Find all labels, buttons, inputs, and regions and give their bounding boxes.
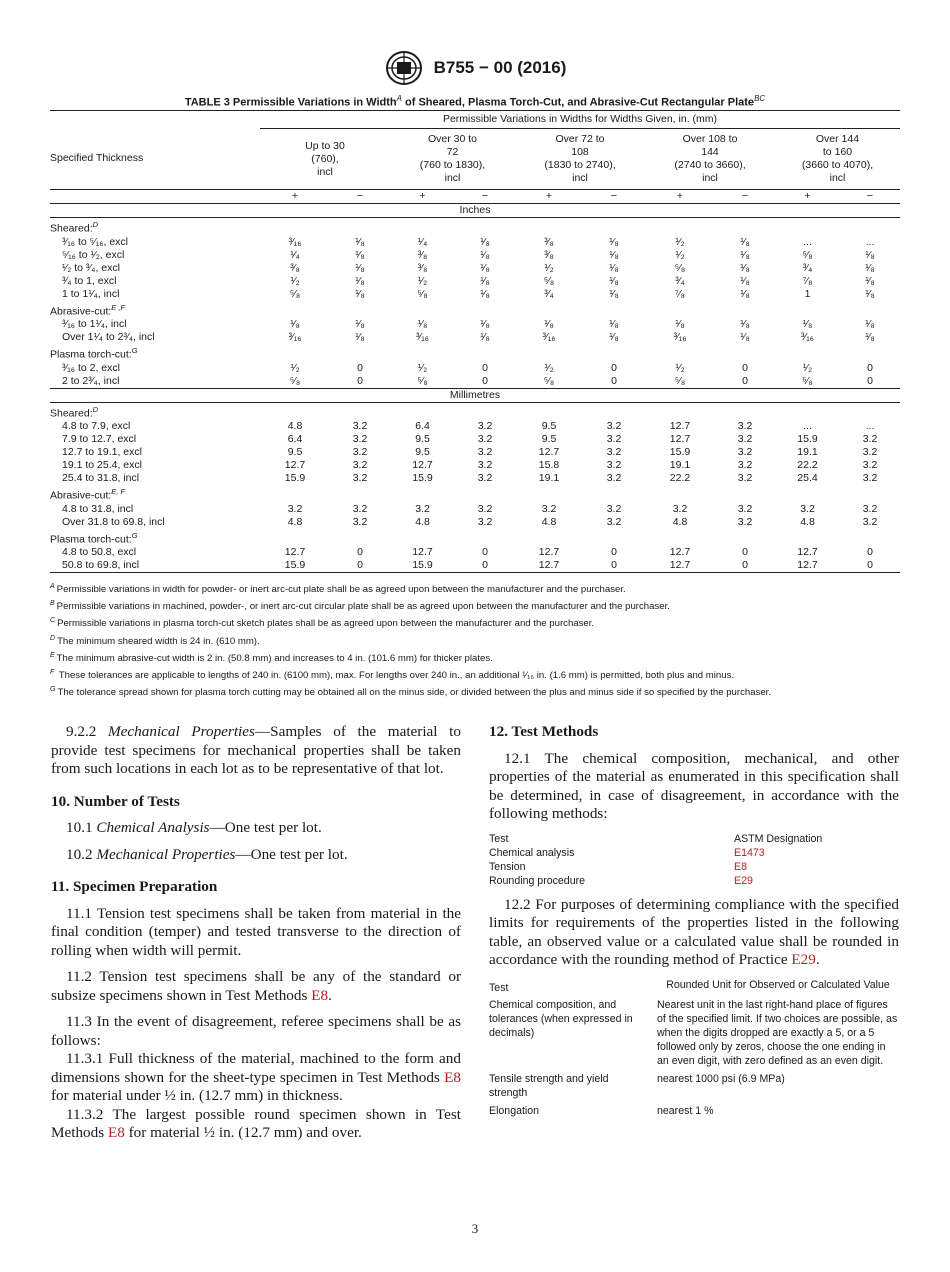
cell-value: 6.4: [287, 433, 303, 445]
cell-value: ³⁄₁₆: [288, 331, 302, 343]
cell-value: ⁵⁄₈: [802, 374, 813, 387]
cell-value: ⁵⁄₈: [802, 248, 813, 261]
cell-value: ³⁄₁₆: [800, 331, 815, 343]
cell-value: 0: [742, 546, 748, 558]
width-range-header: Over 144 to 160 (3660 to 4070), incl: [801, 133, 874, 184]
row-label: 7.9 to 12.7, excl: [62, 433, 137, 445]
right-column: [489, 723, 899, 1118]
cell-value: 3.2: [352, 515, 368, 528]
row-label: 25.4 to 31.8, incl: [62, 472, 140, 484]
cell-value: ³⁄₄: [802, 261, 813, 274]
cell-value: 12.7: [669, 433, 691, 445]
cell-value: 3.2: [606, 446, 622, 458]
cell-value: ¹⁄₈: [609, 274, 619, 287]
table-row: [50, 318, 900, 331]
cell-value: 3.2: [477, 420, 493, 432]
cell-value: 4.8: [541, 515, 557, 528]
cell-value: 0: [742, 374, 748, 387]
e29-link[interactable]: E29: [791, 951, 816, 968]
cell-value: ¹⁄₂: [675, 248, 685, 261]
cell-value: 19.1: [797, 446, 818, 458]
cell-value: ¹⁄₈: [544, 318, 554, 330]
cell-value: ¹⁄₈: [675, 318, 685, 330]
cell-value: ¹⁄₈: [355, 318, 365, 330]
cell-value: 0: [611, 361, 617, 374]
cell-value: 9.5: [287, 446, 303, 458]
cell-value: 0: [867, 374, 873, 387]
group-label: Sheared:$^D$: [50, 220, 99, 235]
footnote: $^D$ The minimum sheared width is 24 in. (610 mm).: [50, 634, 260, 647]
group-label: Abrasive-cut:$^{E ,F}$: [50, 302, 126, 317]
cell-value: 3.2: [352, 472, 368, 484]
cell-value: 3.2: [477, 502, 493, 515]
cell-value: 3.2: [737, 515, 753, 528]
section-10-title: 10. Number of Tests: [51, 792, 180, 810]
table-row: Chemical analysis E1473: [489, 846, 899, 860]
cell-value: ¹⁄₈: [480, 287, 490, 300]
cell-value: 0: [482, 374, 488, 387]
cell-value: ³⁄₈: [544, 235, 554, 248]
cell-value: 0: [455, 559, 515, 573]
cell-value: 0: [611, 546, 617, 558]
minus-header: −: [840, 190, 900, 204]
cell-value: ¹⁄₂: [290, 274, 300, 287]
footnote: $^C$ Permissible variations in plasma torch-cut sketch plates shall be as agreed upon between the manufacturer and the purchaser.: [50, 617, 595, 630]
cell-value: 3.2: [862, 459, 878, 471]
cell-value: ...: [803, 420, 812, 432]
methods-header-test: Test: [489, 832, 509, 845]
cell-value: 0: [611, 374, 617, 387]
cell-value: ¹⁄₂: [544, 361, 554, 374]
cell-value: 12.7: [284, 459, 306, 471]
table-row: [50, 472, 900, 485]
cell-value: ⁵⁄₈: [543, 374, 555, 387]
cell-value: ³⁄₈: [417, 248, 428, 261]
cell-value: ¹⁄₈: [355, 274, 365, 287]
cell-value: 12.7: [412, 546, 433, 558]
cell-value: 3.2: [862, 515, 878, 528]
cell-value: 3.2: [606, 459, 622, 471]
table-row: [50, 262, 900, 275]
cell-value: 4.8: [800, 515, 815, 528]
cell-value: ¹⁄₂: [290, 361, 300, 374]
cell-value: ¹⁄₈: [355, 235, 365, 248]
cell-value: ¹⁄₈: [609, 331, 619, 343]
cell-value: ³⁄₈: [544, 248, 554, 261]
cell-value: ³⁄₈: [290, 261, 300, 274]
table-row: [50, 433, 900, 446]
cell-value: 3.2: [800, 502, 815, 515]
cell-value: 0: [330, 559, 390, 573]
cell-value: ¹⁄₈: [480, 331, 490, 343]
table-row: Tensile strength and yield strength nearest 1000 psi (6.9 MPa): [489, 1072, 785, 1099]
group-label: Abrasive-cut:$^{E, F}$: [50, 487, 126, 502]
cell-value: ¹⁄₈: [290, 318, 300, 330]
cell-value: ³⁄₄: [544, 287, 554, 300]
e8-link[interactable]: E8: [734, 860, 747, 873]
width-range-header: Over 30 to 72 (760 to 1830), incl: [419, 133, 486, 184]
table-title: TABLE 3 Permissible Variations in Width$^A$ of Sheared, Plasma Torch-Cut, and Abrasive-Cut Rectangular Plate$^{BC}$: [184, 94, 766, 109]
cell-value: 3.2: [606, 420, 622, 432]
cell-value: ⁵⁄₈: [674, 261, 686, 274]
table-row: [50, 546, 900, 559]
cell-value: 3.2: [737, 433, 753, 445]
cell-value: 25.4: [797, 472, 818, 484]
cell-value: 3.2: [477, 446, 493, 458]
section-11-title: 11. Specimen Preparation: [51, 878, 218, 895]
table-row: Rounding procedure E29: [489, 874, 899, 888]
cell-value: 0: [357, 546, 363, 558]
cell-value: ¹⁄₈: [802, 318, 813, 330]
cell-value: 15.9: [390, 559, 455, 573]
cell-value: 3.2: [672, 502, 688, 515]
cell-value: 3.2: [737, 502, 753, 515]
cell-value: ¹⁄₈: [740, 331, 750, 343]
cell-value: ¹⁄₈: [609, 287, 619, 300]
cell-value: 3.2: [477, 515, 493, 528]
table-footnotes: [50, 580, 910, 700]
cell-value: ⁵⁄₈: [543, 274, 555, 287]
row-label: 1 to 1¹⁄₄, incl: [62, 287, 120, 300]
e8-link[interactable]: E8: [107, 1124, 125, 1141]
cell-value: 0: [742, 361, 748, 374]
table-row: [50, 559, 900, 573]
rounding-header-unit: Rounded Unit for Observed or Calculated Value: [666, 978, 890, 991]
cell-value: 4.8: [415, 515, 430, 528]
cell-value: 12.7: [669, 420, 691, 432]
table-row: Chemical composition, and tolerances (when expressed in decimals) Nearest unit in the last right-hand place of figures of the specified limit. If two choices are possible, as when the digits dropped are exactly a 5, or a 5 followed only by zeros, choose the one ending in an even digit, with zero defined as an even digit.: [489, 998, 898, 1067]
plus-header: +: [775, 190, 840, 204]
cell-value: 3.2: [862, 433, 878, 445]
cell-value: 3.2: [862, 472, 878, 484]
cell-value: 15.8: [538, 459, 560, 471]
cell-value: 12.7: [284, 546, 306, 558]
cell-value: 12.7: [797, 546, 818, 558]
table-row: Tension E8: [489, 860, 899, 874]
table-row: [50, 446, 900, 459]
paragraph-9-2-2: 9.2.2 Mechanical Properties—Samples of the material to provide test specimens for mechanical properties shall be taken from such locations in each lot as to be representative of that lot.: [51, 723, 461, 777]
left-column: [51, 723, 461, 1151]
cell-value: 22.2: [669, 472, 691, 484]
cell-value: 3.2: [477, 472, 493, 484]
cell-value: ¹⁄₈: [480, 261, 490, 274]
cell-value: ¹⁄₄: [417, 235, 428, 248]
cell-value: 6.4: [415, 420, 430, 432]
methods-header-designation: ASTM Designation: [734, 832, 823, 845]
row-label: ³⁄₁₆ to ⁵⁄₁₆, excl: [62, 235, 129, 248]
cell-value: 0: [357, 361, 363, 374]
cell-value: ¹⁄₈: [609, 248, 619, 261]
table-row: [50, 503, 900, 516]
paragraph-10-2: 10.2 Mechanical Properties—One test per lot.: [66, 845, 348, 863]
footnote: $^A$ Permissible variations in width for powder- or inert arc-cut plate shall be as agreed upon between the manufacturer and the purchaser.: [50, 583, 626, 596]
cell-value: ³⁄₄: [675, 274, 685, 287]
cell-value: 12.7: [645, 559, 715, 573]
minus-header: −: [715, 190, 775, 204]
cell-value: ⁵⁄₈: [674, 374, 686, 387]
row-label: 19.1 to 25.4, excl: [62, 459, 142, 471]
cell-value: 0: [840, 559, 900, 573]
row-label: 4.8 to 7.9, excl: [62, 420, 131, 432]
cell-value: ⁵⁄₈: [289, 374, 301, 387]
cell-value: 3.2: [606, 472, 622, 484]
cell-value: ¹⁄₈: [865, 318, 875, 330]
cell-value: ¹⁄₈: [865, 261, 875, 274]
cell-value: 3.2: [862, 446, 878, 458]
row-label: 50.8 to 69.8, incl: [50, 559, 260, 573]
cell-value: ⁷⁄₈: [802, 274, 813, 287]
row-label: ³⁄₄ to 1, excl: [62, 274, 117, 287]
cell-value: ¹⁄₈: [355, 287, 365, 300]
methods-table: [489, 832, 899, 888]
cell-value: 0: [867, 361, 873, 374]
cell-value: ¹⁄₂: [417, 361, 428, 374]
cell-value: ¹⁄₈: [865, 287, 875, 300]
cell-value: 12.7: [515, 559, 583, 573]
page-number: 3: [471, 1221, 479, 1236]
table-row: [50, 236, 900, 249]
cell-value: 1: [804, 287, 811, 300]
width-variations-table: [50, 110, 900, 573]
cell-value: ¹⁄₈: [480, 274, 490, 287]
cell-value: 0: [482, 546, 488, 558]
table-row: [50, 288, 900, 301]
paragraph-10-1: 10.1 Chemical Analysis—One test per lot.: [66, 819, 322, 836]
cell-value: ¹⁄₄: [290, 248, 300, 261]
cell-value: 3.2: [477, 459, 493, 471]
e8-link[interactable]: E8: [444, 1068, 461, 1086]
cell-value: 9.5: [541, 420, 557, 432]
table-row: [50, 459, 900, 472]
paragraph-11-3: 11.3 In the event of disagreement, referee specimens shall be as follows:: [51, 1013, 461, 1049]
cell-value: ³⁄₁₆: [673, 331, 687, 343]
cell-value: ¹⁄₂: [802, 361, 813, 374]
e8-link[interactable]: E8: [311, 986, 329, 1004]
footnote: $^B$ Permissible variations in machined, powder-, or inert arc-cut circular plate shall be as agreed upon between the manufacturer and the purchaser.: [50, 600, 670, 613]
cell-value: ³⁄₁₆: [288, 235, 302, 248]
cell-value: ¹⁄₂: [417, 274, 428, 287]
cell-value: ¹⁄₈: [355, 331, 365, 343]
cell-value: 3.2: [415, 502, 430, 515]
cell-value: 12.7: [538, 546, 560, 558]
section-12-title: 12. Test Methods: [489, 723, 599, 740]
width-range-header: Over 108 to 144 (2740 to 3660), incl: [674, 133, 746, 184]
cell-value: 3.2: [352, 420, 368, 432]
cell-value: 0: [482, 361, 488, 374]
cell-value: ¹⁄₈: [480, 248, 490, 261]
plus-header: +: [515, 190, 583, 204]
cell-value: 3.2: [737, 420, 753, 432]
row-label: 4.8 to 31.8, incl: [62, 502, 134, 515]
paragraph-12-2: 12.2 For purposes of determining compliance with the specified limits for requirements of the properties listed in the following table, an observed value or a calculated value shall be rounded in accordance with the rounding method of Practice E29.: [489, 895, 899, 968]
cell-value: 15.9: [284, 472, 306, 484]
plus-header: +: [645, 190, 715, 204]
document-designation: B755 − 00 (2016): [433, 58, 567, 77]
cell-value: 12.7: [669, 546, 691, 558]
paragraph-12-1: 12.1 The chemical composition, mechanical, and other properties of the material as enumerated in this specification shall be determined, in case of disagreement, in accordance with the following methods:: [489, 749, 899, 822]
row-label: ³⁄₁₆ to 2, excl: [62, 361, 120, 374]
cell-value: ¹⁄₈: [740, 248, 750, 261]
cell-value: 12.7: [538, 446, 560, 458]
minus-header: −: [583, 190, 645, 204]
row-label: 4.8 to 50.8, excl: [62, 546, 137, 558]
cell-value: 19.1: [538, 472, 560, 484]
row-label: ³⁄₁₆ to 1¹⁄₄, incl: [62, 318, 127, 330]
cell-value: ¹⁄₈: [740, 318, 750, 330]
paragraph-11-3-1: 11.3.1 Full thickness of the material, machined to the form and dimensions shown for the sheet-type specimen in Test Methods E8 for material under ½ in. (12.7 mm) in thickness.: [51, 1050, 461, 1104]
cell-value: ¹⁄₈: [355, 248, 365, 261]
cell-value: 3.2: [352, 502, 368, 515]
cell-value: 3.2: [352, 433, 368, 445]
cell-value: 9.5: [541, 433, 557, 445]
cell-value: 12.7: [775, 559, 840, 573]
cell-value: ¹⁄₈: [609, 261, 619, 274]
group-label: Sheared:$^D$: [50, 404, 99, 419]
row-label: 2 to 2³⁄₄, incl: [62, 374, 120, 387]
cell-value: ¹⁄₈: [740, 287, 750, 300]
row-label: 12.7 to 19.1, excl: [62, 446, 142, 458]
cell-value: ⁵⁄₈: [289, 287, 301, 300]
cell-value: 9.5: [415, 446, 430, 458]
footnote: $^F$ These tolerances are applicable to lengths of 240 in. (6100 mm), max. For lengths over 240 in., an additional ¹⁄₁₆ in. (1.6 mm) is permitted, both plus and minus.: [50, 668, 735, 682]
cell-value: ⁷⁄₈: [675, 287, 685, 300]
cell-value: ⁵⁄₈: [417, 374, 428, 387]
cell-value: ¹⁄₂: [675, 361, 685, 374]
document-header: [0, 50, 950, 86]
cell-value: ³⁄₁₆: [415, 331, 430, 343]
table-row: [50, 420, 900, 433]
paragraph-11-2: 11.2 Tension test specimens shall be any of the standard or subsize specimens shown in Test Methods E8.: [51, 968, 461, 1004]
cell-value: 4.8: [287, 515, 303, 528]
minus-header: −: [330, 190, 390, 204]
astm-logo-icon: [384, 50, 424, 86]
minus-header: −: [455, 190, 515, 204]
cell-value: 3.2: [606, 515, 622, 528]
cell-value: 3.2: [737, 446, 753, 458]
width-range-header: Over 72 to 108 (1830 to 2740), incl: [544, 133, 616, 184]
e1473-link[interactable]: E1473: [734, 846, 765, 859]
plus-header: +: [390, 190, 455, 204]
cell-value: 3.2: [737, 459, 753, 471]
group-label: Plasma torch-cut:$^G$: [50, 530, 138, 545]
cell-value: 3.2: [541, 502, 557, 515]
footnote: $^E$ The minimum abrasive-cut width is 2 in. (50.8 mm) and increases to 4 in. (101.6 mm) for thicker plates.: [50, 651, 493, 664]
table-row: [50, 249, 900, 262]
cell-value: 3.2: [477, 433, 493, 445]
plus-header: +: [260, 190, 330, 204]
cell-value: ¹⁄₈: [740, 274, 750, 287]
cell-value: ³⁄₁₆: [542, 331, 556, 343]
cell-value: 15.9: [412, 472, 433, 484]
width-range-header: Up to 30 (760), incl: [305, 139, 345, 178]
cell-value: 3.2: [287, 502, 303, 515]
cell-value: 3.2: [737, 472, 753, 484]
cell-value: ⁵⁄₈: [417, 287, 428, 300]
cell-value: ¹⁄₈: [480, 235, 490, 248]
table-row: Elongation nearest 1 %: [489, 1104, 714, 1117]
cell-value: 3.2: [352, 446, 368, 458]
cell-value: 0: [867, 546, 873, 558]
cell-value: ¹⁄₂: [675, 235, 685, 248]
cell-value: 9.5: [415, 433, 430, 445]
cell-value: ¹⁄₈: [865, 248, 875, 261]
cell-value: 4.8: [672, 515, 688, 528]
rounding-table: [489, 978, 899, 1118]
cell-value: 4.8: [287, 420, 303, 432]
row-label: ⁵⁄₁₆ to ¹⁄₂, excl: [62, 248, 125, 261]
units-section-label: Millimetres: [50, 388, 900, 402]
cell-value: ...: [865, 235, 875, 248]
table-body: [50, 204, 900, 573]
cell-value: ¹⁄₈: [480, 318, 490, 330]
group-header: Permissible Variations in Widths for Widths Given, in. (mm): [260, 111, 900, 129]
cell-value: 0: [583, 559, 645, 573]
rounding-header-test: Test: [489, 981, 509, 994]
cell-value: 15.9: [260, 559, 330, 573]
table-row: [50, 516, 900, 529]
cell-value: ¹⁄₈: [609, 318, 619, 330]
cell-value: 0: [715, 559, 775, 573]
cell-value: ¹⁄₈: [865, 331, 875, 343]
e29-link[interactable]: E29: [734, 874, 753, 887]
cell-value: 3.2: [862, 502, 878, 515]
paragraph-11-1: 11.1 Tension test specimens shall be taken from material in the final condition (temper) and tested transverse to the direction of rolling when width will permit.: [51, 904, 461, 959]
cell-value: ¹⁄₈: [740, 235, 750, 248]
table-row: [50, 331, 900, 344]
row-label: Over 31.8 to 69.8, incl: [62, 515, 165, 528]
cell-value: ¹⁄₈: [865, 274, 875, 287]
units-section-label: Inches: [50, 204, 900, 218]
cell-value: ³⁄₈: [417, 261, 428, 274]
cell-value: ¹⁄₂: [544, 261, 554, 274]
cell-value: 15.9: [669, 446, 691, 458]
cell-value: 15.9: [797, 433, 818, 445]
cell-value: 22.2: [797, 459, 818, 471]
thickness-column-header: Specified Thickness: [50, 152, 144, 165]
table-row: [50, 275, 900, 288]
cell-value: 3.2: [606, 502, 622, 515]
paragraph-11-3-2: 11.3.2 The largest possible round specimen shown in Test Methods E8 for material ½ in. (12.7 mm) and over.: [51, 1105, 461, 1141]
cell-value: ¹⁄₈: [355, 261, 365, 274]
row-label: Over 1¹⁄₄ to 2³⁄₄, incl: [62, 331, 155, 343]
cell-value: ¹⁄₈: [417, 318, 428, 330]
cell-value: 3.2: [606, 433, 622, 445]
cell-value: 0: [357, 374, 363, 387]
row-label: ¹⁄₂ to ³⁄₄, excl: [62, 261, 120, 274]
group-label: Plasma torch-cut:$^G$: [50, 346, 138, 361]
cell-value: ¹⁄₈: [609, 235, 619, 248]
cell-value: ¹⁄₈: [740, 261, 750, 274]
table-row: [50, 375, 900, 389]
cell-value: 19.1: [669, 459, 691, 471]
footnote: $^G$ The tolerance spread shown for plasma torch cutting may be obtained all on the minus side, or divided between the plus and minus side if so specified by the purchaser.: [50, 686, 771, 699]
cell-value: ...: [803, 235, 812, 248]
table-row: [50, 362, 900, 375]
cell-value: 12.7: [412, 459, 433, 471]
cell-value: ...: [865, 420, 875, 432]
cell-value: 3.2: [352, 459, 368, 471]
